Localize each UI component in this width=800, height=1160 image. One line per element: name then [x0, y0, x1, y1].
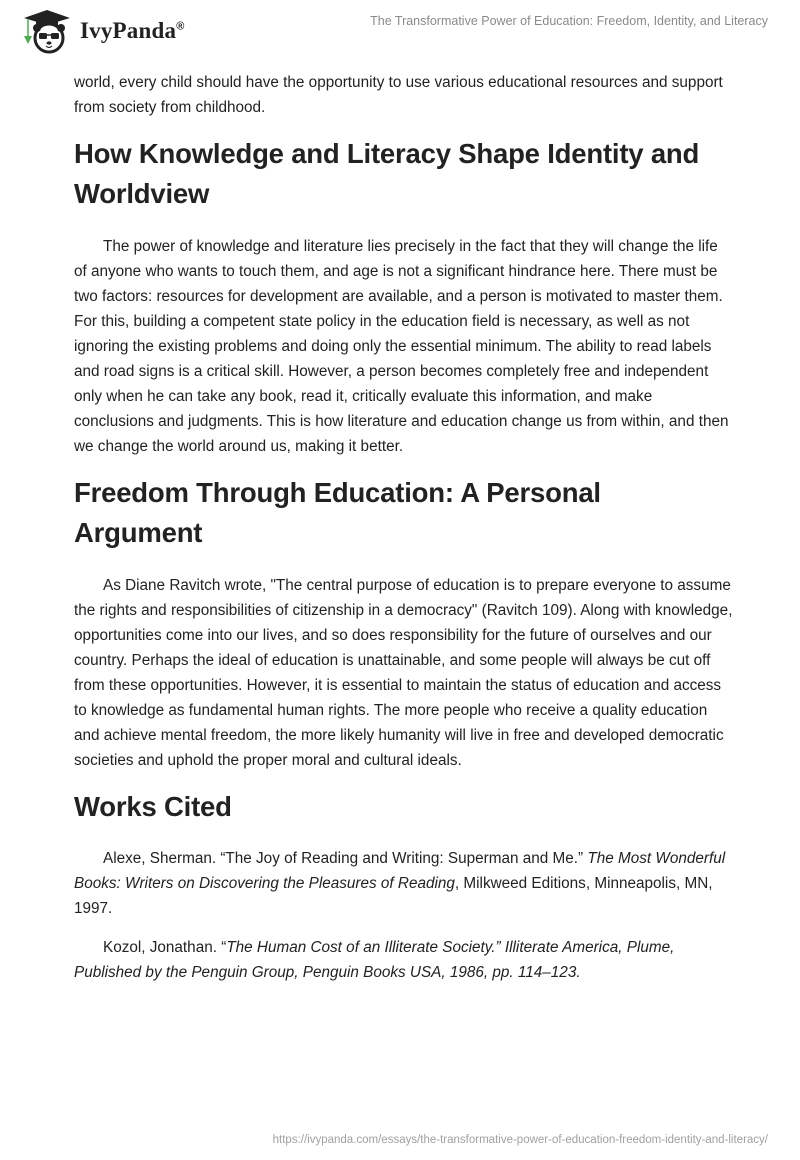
intro-paragraph-continuation: world, every child should have the opportunity to use various educational resources and support from society from childhood.: [74, 74, 723, 116]
citation-text: , Milkweed Editions, Minneapolis, MN, 1997.: [74, 875, 713, 917]
citation-entry: [74, 935, 734, 985]
section-body-knowledge-literacy: The power of knowledge and literature lies precisely in the fact that they will change the life of anyone who wants to touch them, and age is not a significant hindrance here. There must be two factors: resources for development are available, and a person is motivated to master them. For this, building a competent state policy in the education field is necessary, as well as not ignoring the existing problems and doing only the essential minimum. The ability to read labels and road signs is a critical skill. However, a person becomes completely free and independent only when he can take any book, read it, critically evaluate this information, and make conclusions and judgments. This is how literature and education change us from within, and then we change the world around us, making it better.: [74, 238, 729, 455]
works-cited-heading: Works Cited: [74, 791, 232, 822]
page-header: [0, 0, 800, 60]
panda-graduate-icon: [20, 8, 74, 54]
document-title: The Transformative Power of Education: Freedom, Identity, and Literacy: [370, 14, 768, 28]
citation-text: Kozol, Jonathan. “: [103, 939, 227, 956]
citation-text: Alexe, Sherman. “The Joy of Reading and Writing: Superman and Me.”: [103, 850, 588, 867]
source-url[interactable]: https://ivypanda.com/essays/the-transformative-power-of-education-freedom-identity-and-literacy/: [272, 1134, 768, 1146]
citation-entry: [74, 846, 734, 921]
ivypanda-logo[interactable]: [20, 8, 185, 54]
citation-title: The Human Cost of an Illiterate Society.” Illiterate America, Plume, Published by the Penguin Group, Penguin Books USA, 1986, pp. 114–123.: [74, 939, 675, 981]
section-heading-knowledge-literacy: How Knowledge and Literacy Shape Identity and Worldview: [74, 138, 700, 209]
essay-content: [74, 70, 734, 999]
citation-title: The Most Wonderful Books: Writers on Discovering the Pleasures of Reading: [74, 850, 726, 892]
section-heading-freedom-education: Freedom Through Education: A Personal Argument: [74, 477, 601, 548]
logo-text: IvyPanda®: [80, 18, 185, 43]
section-body-freedom-education: As Diane Ravitch wrote, "The central purpose of education is to prepare everyone to assume the rights and responsibilities of citizenship in a democracy" (Ravitch 109). Along with knowledge, opportunities come into our lives, and so does responsibility for the future of ourselves and our country. Perhaps the ideal of education is unattainable, and some people will always be cut off from these opportunities. However, it is essential to maintain the status of education and access to knowledge as fundamental human rights. The more people who receive a quality education and achieve mental freedom, the more likely humanity will live in free and developed democratic societies and uphold the proper moral and cultural ideals.: [74, 577, 733, 769]
